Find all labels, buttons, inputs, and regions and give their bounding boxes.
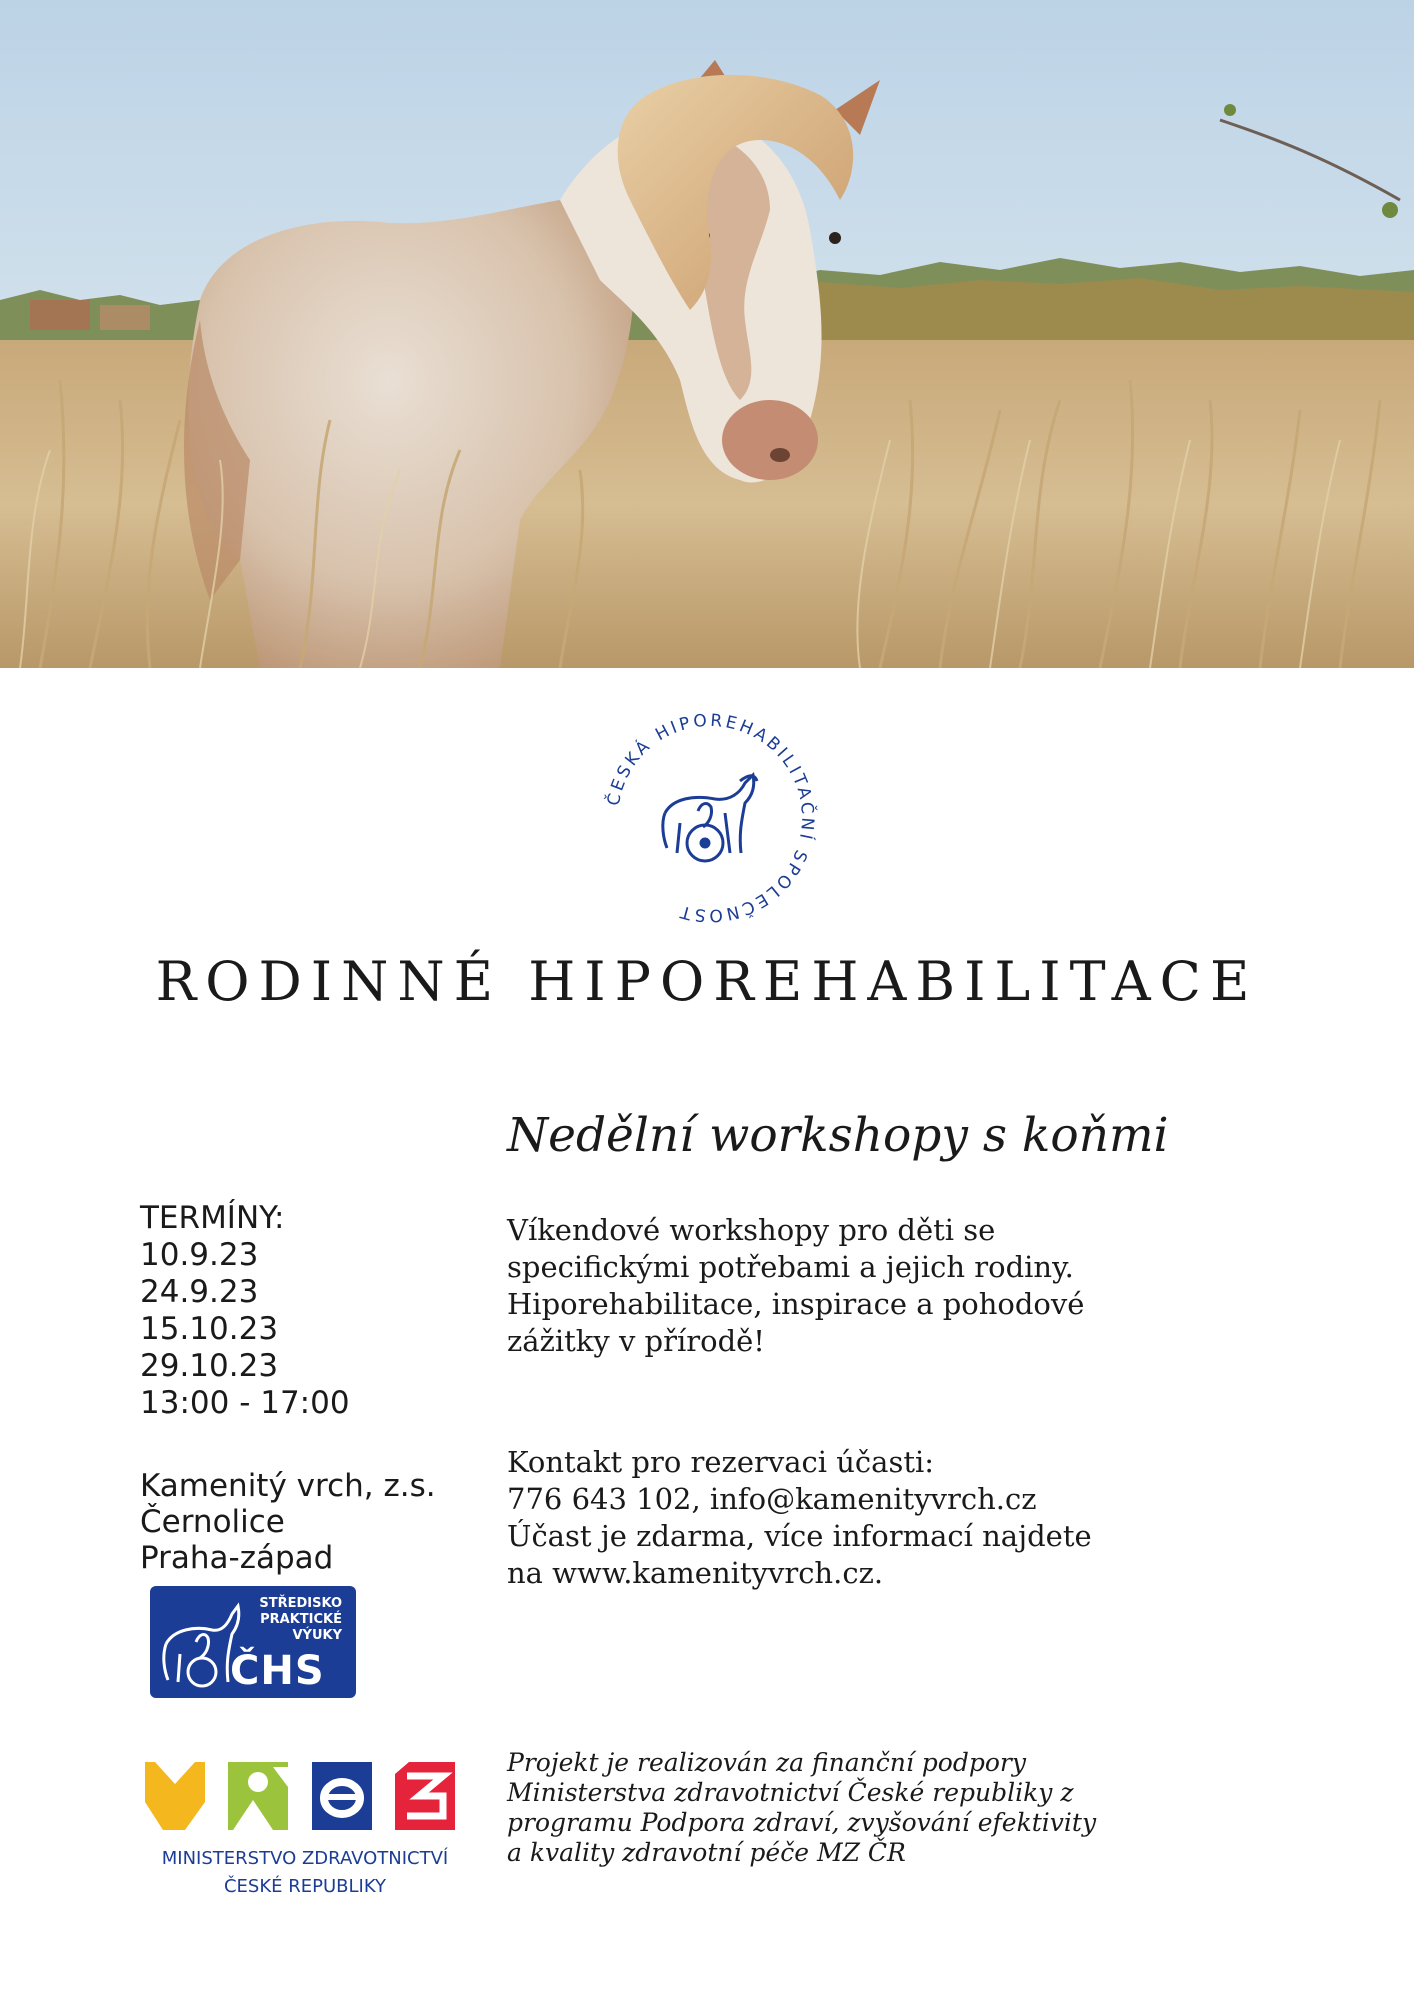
term-date: 24.9.23 [140,1274,259,1310]
place-block [140,1468,436,1576]
chs-badge-logo [150,1586,356,1698]
contact-block [507,1444,1092,1592]
term-date: 29.10.23 [140,1348,279,1384]
funding-line: Projekt je realizován za finanční podpory [507,1748,1026,1777]
contact-line[interactable]: 776 643 102, info@kamenityvrch.cz [507,1482,1037,1516]
contact-line[interactable]: na www.kamenityvrch.cz. [507,1556,884,1590]
ministry-name-line2: ČESKÉ REPUBLIKY [223,1876,387,1897]
badge-line: PRAKTICKÉ [260,1612,342,1627]
description-line: Víkendové workshopy pro děti se [507,1213,996,1247]
term-time: 13:00 - 17:00 [140,1385,350,1421]
place-line: Praha-západ [140,1540,334,1576]
description-line: zážitky v přírodě! [507,1324,765,1358]
ministry-name-line1: MINISTERSTVO ZDRAVOTNICTVÍ [161,1848,449,1869]
horse-wheelchair-icon [663,775,757,861]
funding-line: Ministerstva zdravotnictví České republiky z [507,1778,1074,1807]
subtitle: Nedělní workshopy s koňmi [507,1108,1169,1163]
contact-line: Kontakt pro rezervaci účasti: [507,1445,935,1479]
terms-heading: TERMÍNY: [140,1200,285,1236]
funding-line: programu Podpora zdraví, zvyšování efektivity [507,1808,1097,1837]
society-seal-logo [595,703,825,933]
ministry-emblem-icon [140,1754,470,1844]
description-line: specifickými potřebami a jejich rodiny. [507,1250,1074,1284]
page-title: RODINNÉ HIPOREHABILITACE [155,950,1259,1013]
term-date: 10.9.23 [140,1237,259,1273]
funding-note [507,1748,1227,1868]
terms-block [140,1200,350,1422]
place-line: Kamenitý vrch, z.s. [140,1468,436,1504]
badge-line: STŘEDISKO [259,1596,342,1611]
horse-photo-illustration [0,0,1414,668]
description-line: Hiporehabilitace, inspirace a pohodové [507,1287,1085,1321]
description-block [507,1212,1187,1360]
badge-abbr: ČHS [230,1648,325,1694]
term-date: 15.10.23 [140,1311,279,1347]
contact-line: Účast je zdarma, více informací najdete [507,1519,1092,1553]
hero-photo [0,0,1414,668]
ministry-logo [140,1754,470,1904]
place-line: Černolice [140,1504,285,1540]
badge-line: VÝUKY [292,1628,342,1643]
funding-line: a kvality zdravotní péče MZ ČR [507,1838,906,1867]
seal-text: ČESKÁ HIPOREHABILITAČNÍ SPOLEČNOST [603,710,818,926]
